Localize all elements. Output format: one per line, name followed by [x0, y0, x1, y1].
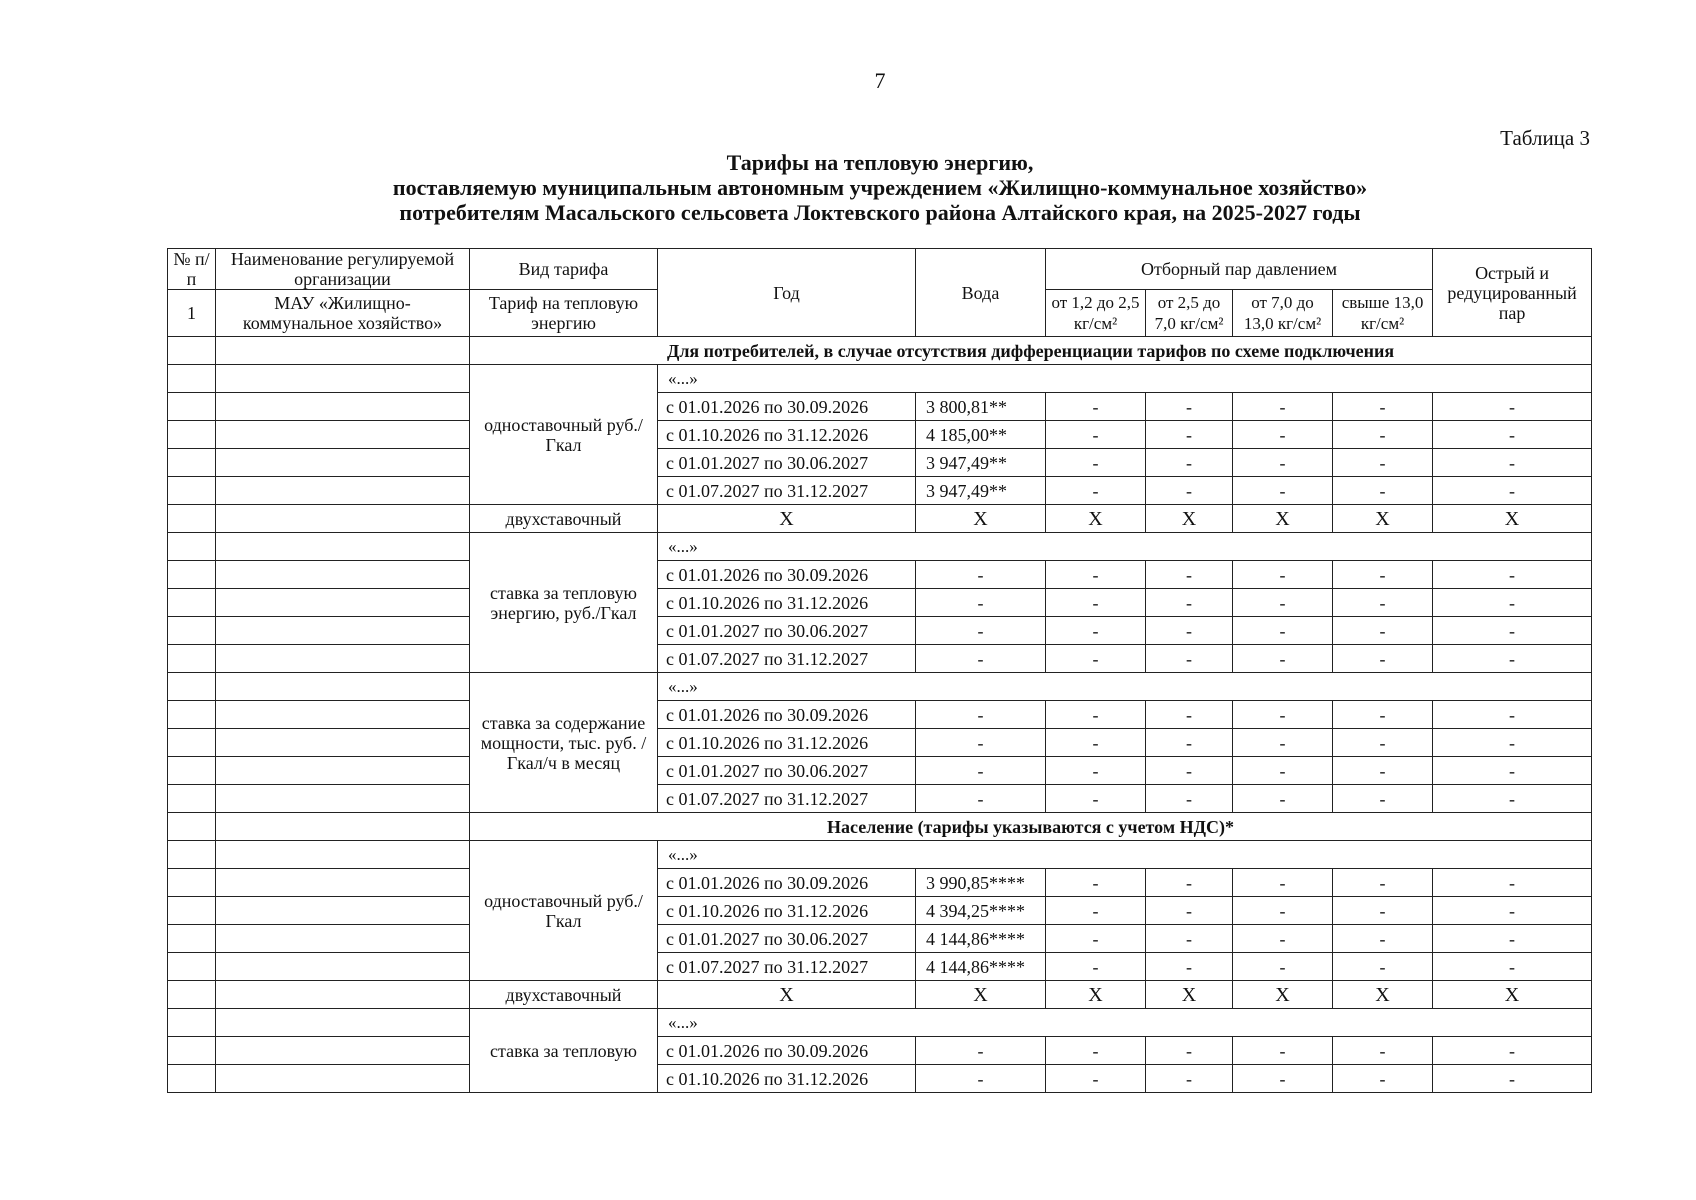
empty-cell: [168, 785, 216, 813]
table-row: [168, 673, 1592, 701]
dash-cell: -: [916, 729, 1046, 757]
header-pressure-4: свыше 13,0 кг/см²: [1333, 290, 1433, 337]
dash-cell: -: [1333, 757, 1433, 785]
dash-cell: -: [1046, 701, 1146, 729]
table-row: [168, 701, 1592, 729]
dash-cell: -: [1146, 617, 1233, 645]
dash-cell: -: [1046, 477, 1146, 505]
table-row: [168, 561, 1592, 589]
table-row: [168, 813, 1592, 841]
tariff-table: [167, 248, 1592, 1093]
empty-cell: [168, 841, 216, 869]
period-cell: с 01.07.2027 по 31.12.2027: [658, 477, 916, 505]
dash-cell: -: [1046, 421, 1146, 449]
table-row: [168, 869, 1592, 897]
table-row: [168, 589, 1592, 617]
empty-cell: [216, 953, 470, 981]
ellipsis-cell: «...»: [658, 1009, 1592, 1037]
header-pressure-2: от 2,5 до 7,0 кг/см²: [1146, 290, 1233, 337]
org-name: МАУ «Жилищно-коммунальное хозяйство»: [216, 290, 470, 337]
tariff-kind-label: ставка за содержание мощности, тыс. руб. /Гкал/ч в месяц: [470, 673, 658, 813]
dash-cell: -: [1333, 449, 1433, 477]
x-cell: X: [1146, 981, 1233, 1009]
table-row: [168, 477, 1592, 505]
dash-cell: -: [1046, 953, 1146, 981]
header-steam: Отборный пар давлением: [1046, 249, 1433, 290]
empty-cell: [216, 337, 470, 365]
period-cell: с 01.01.2026 по 30.09.2026: [658, 393, 916, 421]
empty-cell: [168, 757, 216, 785]
dash-cell: -: [1433, 421, 1592, 449]
table-row: [168, 757, 1592, 785]
dash-cell: -: [916, 785, 1046, 813]
x-cell: X: [1146, 505, 1233, 533]
empty-cell: [216, 1009, 470, 1037]
dash-cell: -: [1146, 729, 1233, 757]
table-row: [168, 365, 1592, 393]
dash-cell: -: [1333, 645, 1433, 673]
dash-cell: -: [1433, 729, 1592, 757]
dash-cell: -: [1433, 925, 1592, 953]
dash-cell: -: [1146, 421, 1233, 449]
dash-cell: -: [1146, 897, 1233, 925]
period-cell: с 01.01.2027 по 30.06.2027: [658, 449, 916, 477]
period-cell: с 01.01.2026 по 30.09.2026: [658, 1037, 916, 1065]
x-cell: X: [916, 505, 1046, 533]
empty-cell: [216, 449, 470, 477]
dash-cell: -: [916, 589, 1046, 617]
dash-cell: -: [916, 1065, 1046, 1093]
empty-cell: [216, 757, 470, 785]
table-row: [168, 533, 1592, 561]
dash-cell: -: [1233, 757, 1333, 785]
water-value: 4 144,86****: [916, 953, 1046, 981]
empty-cell: [216, 869, 470, 897]
section-heading: Для потребителей, в случае отсутствия дифференциации тарифов по схеме подключения: [470, 337, 1592, 365]
dash-cell: -: [1333, 897, 1433, 925]
title-line-1: Тарифы на тепловую энергию,: [726, 150, 1034, 175]
dash-cell: -: [1046, 897, 1146, 925]
table-row: [168, 645, 1592, 673]
dash-cell: -: [1433, 589, 1592, 617]
table-row: [168, 1065, 1592, 1093]
dash-cell: -: [1046, 645, 1146, 673]
dash-cell: -: [1146, 869, 1233, 897]
x-cell: X: [1333, 505, 1433, 533]
dash-cell: -: [916, 1037, 1046, 1065]
period-cell: с 01.01.2027 по 30.06.2027: [658, 617, 916, 645]
table-row: [168, 897, 1592, 925]
period-cell: с 01.01.2026 по 30.09.2026: [658, 561, 916, 589]
tariff-kind-label: двухставочный: [470, 981, 658, 1009]
dash-cell: -: [1433, 393, 1592, 421]
dash-cell: -: [1233, 617, 1333, 645]
table-row: [168, 953, 1592, 981]
water-value: 3 990,85****: [916, 869, 1046, 897]
dash-cell: -: [1433, 785, 1592, 813]
water-value: 3 947,49**: [916, 449, 1046, 477]
dash-cell: -: [1433, 1037, 1592, 1065]
section-heading: Население (тарифы указываются с учетом НДС)*: [470, 813, 1592, 841]
table-row: [168, 337, 1592, 365]
dash-cell: -: [1146, 1065, 1233, 1093]
empty-cell: [168, 449, 216, 477]
header-water: Вода: [916, 249, 1046, 337]
period-cell: с 01.01.2027 по 30.06.2027: [658, 757, 916, 785]
dash-cell: -: [1233, 1037, 1333, 1065]
dash-cell: -: [916, 757, 1046, 785]
empty-cell: [216, 701, 470, 729]
period-cell: с 01.10.2026 по 31.12.2026: [658, 589, 916, 617]
dash-cell: -: [1333, 953, 1433, 981]
header-pressure-3: от 7,0 до 13,0 кг/см²: [1233, 290, 1333, 337]
dash-cell: -: [1433, 449, 1592, 477]
table-row: [168, 841, 1592, 869]
dash-cell: -: [1146, 393, 1233, 421]
title-line-3: потребителям Масальского сельсовета Локтевского района Алтайского края, на 2025-2027 годы: [399, 200, 1361, 225]
tariff-kind-label: двухставочный: [470, 505, 658, 533]
dash-cell: -: [1046, 1065, 1146, 1093]
empty-cell: [216, 533, 470, 561]
header-year: Год: [658, 249, 916, 337]
dash-cell: -: [1046, 785, 1146, 813]
empty-cell: [168, 421, 216, 449]
dash-cell: -: [1233, 477, 1333, 505]
empty-cell: [216, 841, 470, 869]
dash-cell: -: [1233, 953, 1333, 981]
dash-cell: -: [1146, 701, 1233, 729]
header-org: Наименование регулируемой организации: [216, 249, 470, 290]
dash-cell: -: [916, 701, 1046, 729]
dash-cell: -: [1333, 589, 1433, 617]
empty-cell: [168, 1009, 216, 1037]
empty-cell: [168, 393, 216, 421]
empty-cell: [216, 813, 470, 841]
empty-cell: [216, 897, 470, 925]
dash-cell: -: [1333, 925, 1433, 953]
empty-cell: [168, 701, 216, 729]
period-cell: с 01.10.2026 по 31.12.2026: [658, 1065, 916, 1093]
empty-cell: [216, 981, 470, 1009]
table-row: [168, 925, 1592, 953]
empty-cell: [168, 337, 216, 365]
x-cell: X: [1233, 505, 1333, 533]
dash-cell: -: [1333, 561, 1433, 589]
dash-cell: -: [1046, 449, 1146, 477]
dash-cell: -: [1333, 421, 1433, 449]
dash-cell: -: [1433, 617, 1592, 645]
empty-cell: [168, 813, 216, 841]
dash-cell: -: [1146, 757, 1233, 785]
dash-cell: -: [1046, 869, 1146, 897]
dash-cell: -: [1433, 897, 1592, 925]
dash-cell: -: [1046, 393, 1146, 421]
period-cell: с 01.10.2026 по 31.12.2026: [658, 897, 916, 925]
empty-cell: [168, 869, 216, 897]
dash-cell: -: [1046, 561, 1146, 589]
dash-cell: -: [1333, 1065, 1433, 1093]
x-cell: X: [1046, 981, 1146, 1009]
empty-cell: [168, 645, 216, 673]
empty-cell: [168, 365, 216, 393]
dash-cell: -: [1146, 785, 1233, 813]
empty-cell: [216, 645, 470, 673]
empty-cell: [216, 393, 470, 421]
empty-cell: [216, 729, 470, 757]
period-cell: с 01.01.2026 по 30.09.2026: [658, 701, 916, 729]
dash-cell: -: [1046, 757, 1146, 785]
empty-cell: [168, 729, 216, 757]
table-row: [168, 729, 1592, 757]
empty-cell: [216, 1037, 470, 1065]
table-label: Таблица 3: [1500, 126, 1590, 150]
dash-cell: -: [1333, 729, 1433, 757]
dash-cell: -: [916, 645, 1046, 673]
title-line-2: поставляемую муниципальным автономным учреждением «Жилищно-коммунальное хозяйство»: [392, 175, 1368, 200]
empty-cell: [216, 617, 470, 645]
table-row: [168, 1009, 1592, 1037]
empty-cell: [216, 421, 470, 449]
dash-cell: -: [1433, 645, 1592, 673]
dash-cell: -: [1146, 953, 1233, 981]
tariff-kind-label: одноставочный руб./Гкал: [470, 841, 658, 981]
water-value: 3 947,49**: [916, 477, 1046, 505]
table-row: [168, 1037, 1592, 1065]
x-cell: X: [1433, 505, 1592, 533]
empty-cell: [216, 925, 470, 953]
x-cell: X: [1333, 981, 1433, 1009]
dash-cell: -: [1233, 449, 1333, 477]
empty-cell: [168, 589, 216, 617]
empty-cell: [168, 897, 216, 925]
tariff-name: Тариф на тепловую энергию: [470, 290, 658, 337]
dash-cell: -: [1333, 393, 1433, 421]
dash-cell: -: [1433, 1065, 1592, 1093]
dash-cell: -: [1146, 1037, 1233, 1065]
empty-cell: [168, 533, 216, 561]
period-cell: с 01.10.2026 по 31.12.2026: [658, 729, 916, 757]
dash-cell: -: [1333, 869, 1433, 897]
dash-cell: -: [1046, 729, 1146, 757]
dash-cell: -: [1146, 561, 1233, 589]
header-pressure-1: от 1,2 до 2,5 кг/см²: [1046, 290, 1146, 337]
dash-cell: -: [1233, 785, 1333, 813]
table-row: [168, 449, 1592, 477]
page-number: 7: [874, 68, 886, 93]
table-row: [168, 617, 1592, 645]
empty-cell: [216, 589, 470, 617]
dash-cell: -: [1233, 869, 1333, 897]
period-cell: с 01.07.2027 по 31.12.2027: [658, 645, 916, 673]
dash-cell: -: [1233, 589, 1333, 617]
ellipsis-cell: «...»: [658, 673, 1592, 701]
dash-cell: -: [1233, 897, 1333, 925]
dash-cell: -: [1046, 925, 1146, 953]
dash-cell: -: [1146, 477, 1233, 505]
period-cell: с 01.07.2027 по 31.12.2027: [658, 785, 916, 813]
dash-cell: -: [1433, 869, 1592, 897]
x-cell: X: [1233, 981, 1333, 1009]
empty-cell: [168, 505, 216, 533]
tariff-kind-label: ставка за тепловую: [470, 1009, 658, 1093]
document-title: [0, 150, 1696, 225]
empty-cell: [168, 953, 216, 981]
dash-cell: -: [1333, 1037, 1433, 1065]
x-cell: X: [658, 981, 916, 1009]
dash-cell: -: [1233, 645, 1333, 673]
dash-cell: -: [1233, 925, 1333, 953]
dash-cell: -: [1146, 925, 1233, 953]
empty-cell: [216, 785, 470, 813]
empty-cell: [216, 365, 470, 393]
empty-cell: [216, 561, 470, 589]
water-value: 4 144,86****: [916, 925, 1046, 953]
dash-cell: -: [1433, 757, 1592, 785]
water-value: 4 394,25****: [916, 897, 1046, 925]
ellipsis-cell: «...»: [658, 841, 1592, 869]
dash-cell: -: [1433, 701, 1592, 729]
tariff-kind-label: ставка за тепловую энергию, руб./Гкал: [470, 533, 658, 673]
period-cell: с 01.07.2027 по 31.12.2027: [658, 953, 916, 981]
table-row: [168, 393, 1592, 421]
ellipsis-cell: «...»: [658, 365, 1592, 393]
dash-cell: -: [1233, 1065, 1333, 1093]
period-cell: с 01.01.2027 по 30.06.2027: [658, 925, 916, 953]
dash-cell: -: [916, 617, 1046, 645]
table-row: [168, 421, 1592, 449]
table-row: [168, 981, 1592, 1009]
empty-cell: [168, 477, 216, 505]
header-sharp-steam: Острый и редуцированный пар: [1433, 249, 1592, 337]
dash-cell: -: [1146, 449, 1233, 477]
water-value: 3 800,81**: [916, 393, 1046, 421]
table-row: [168, 505, 1592, 533]
ellipsis-cell: «...»: [658, 533, 1592, 561]
empty-cell: [168, 1065, 216, 1093]
empty-cell: [216, 673, 470, 701]
period-cell: с 01.01.2026 по 30.09.2026: [658, 869, 916, 897]
dash-cell: -: [1433, 561, 1592, 589]
dash-cell: -: [1333, 617, 1433, 645]
tariff-kind-label: одноставочный руб./Гкал: [470, 365, 658, 505]
dash-cell: -: [1146, 645, 1233, 673]
dash-cell: -: [1333, 701, 1433, 729]
dash-cell: -: [1333, 785, 1433, 813]
dash-cell: -: [1233, 701, 1333, 729]
empty-cell: [216, 1065, 470, 1093]
x-cell: X: [1046, 505, 1146, 533]
x-cell: X: [916, 981, 1046, 1009]
empty-cell: [168, 673, 216, 701]
dash-cell: -: [1233, 393, 1333, 421]
empty-cell: [168, 981, 216, 1009]
dash-cell: -: [1233, 729, 1333, 757]
empty-cell: [168, 925, 216, 953]
empty-cell: [216, 477, 470, 505]
empty-cell: [216, 505, 470, 533]
water-value: 4 185,00**: [916, 421, 1046, 449]
empty-cell: [168, 617, 216, 645]
empty-cell: [168, 561, 216, 589]
dash-cell: -: [1433, 477, 1592, 505]
dash-cell: -: [1233, 561, 1333, 589]
x-cell: X: [1433, 981, 1592, 1009]
empty-cell: [168, 1037, 216, 1065]
dash-cell: -: [1046, 1037, 1146, 1065]
dash-cell: -: [1146, 589, 1233, 617]
dash-cell: -: [1333, 477, 1433, 505]
header-tariff-type: Вид тарифа: [470, 249, 658, 290]
x-cell: X: [658, 505, 916, 533]
dash-cell: -: [1433, 953, 1592, 981]
dash-cell: -: [1046, 589, 1146, 617]
period-cell: с 01.10.2026 по 31.12.2026: [658, 421, 916, 449]
table-row: [168, 785, 1592, 813]
header-num: № п/п: [168, 249, 216, 290]
dash-cell: -: [1046, 617, 1146, 645]
dash-cell: -: [916, 561, 1046, 589]
dash-cell: -: [1233, 421, 1333, 449]
row-number: 1: [168, 290, 216, 337]
